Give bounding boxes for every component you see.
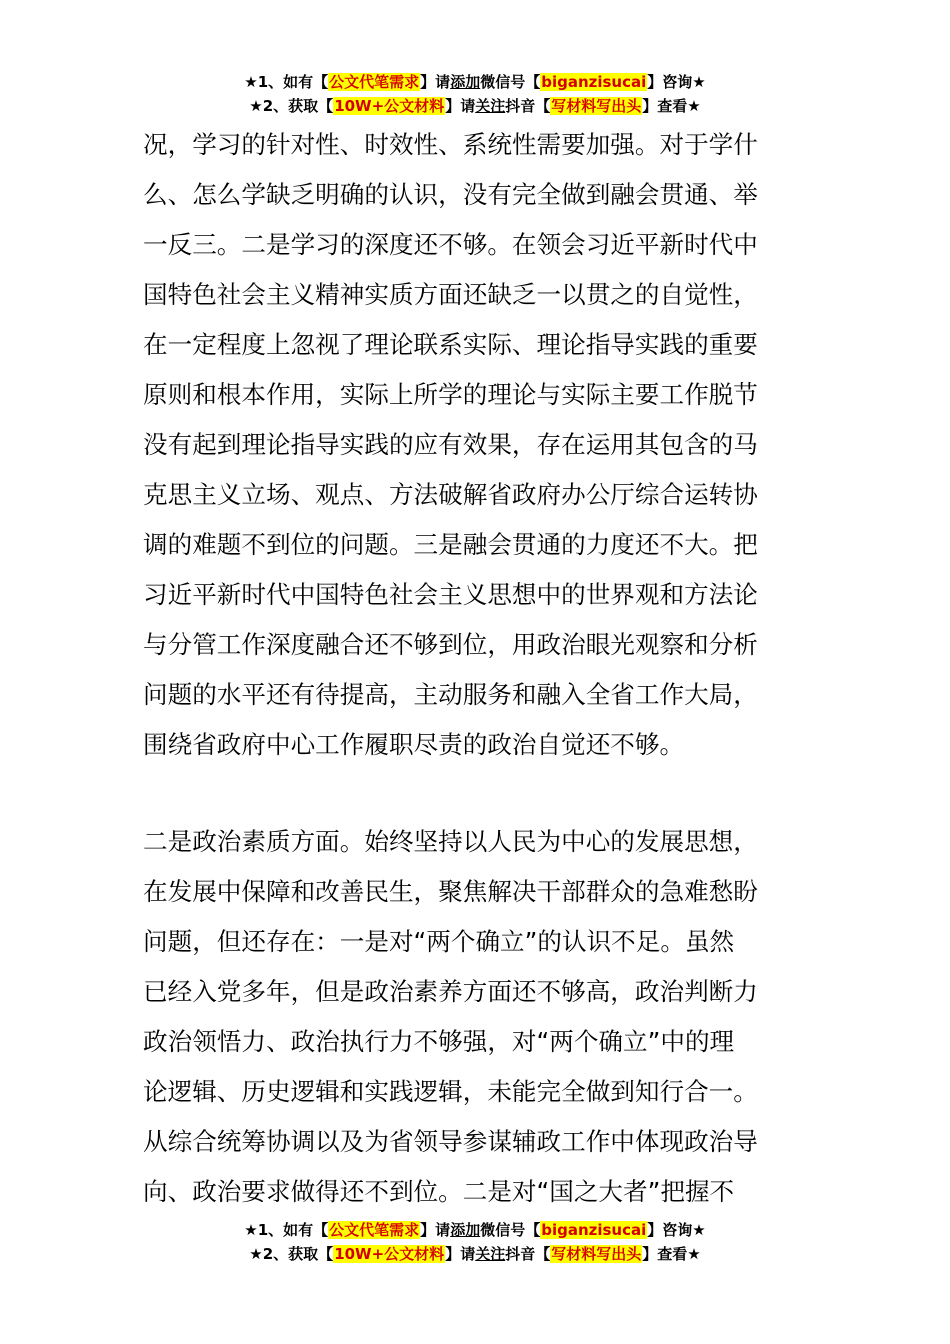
footer-line-1-mid-2: 微信号【: [480, 1221, 541, 1239]
header-line-2-mid-1: 】请: [445, 97, 476, 115]
paragraph-line: 么、怎么学缺乏明确的认识，没有完全做到融会贯通、举: [143, 180, 758, 209]
header-line-1-highlight-1: 公文代笔需求: [329, 73, 420, 91]
header-banner: [0, 70, 950, 118]
paragraph-line: 从综合统筹协调以及为省领导参谋辅政工作中体现政治导: [143, 1127, 758, 1156]
paragraph-line: 一反三。二是学习的深度还不够。在领会习近平新时代中: [143, 230, 758, 259]
paragraph-line: 向、政治要求做得还不到位。二是对“国之大者”把握不: [143, 1177, 735, 1206]
header-line-2-highlight-2: 写材料写出头: [551, 97, 642, 115]
paragraph-line: 二是政治素质方面。始终坚持以人民为中心的发展思想，: [143, 827, 758, 856]
footer-line-2-mid-2: 抖音【: [505, 1245, 551, 1263]
header-line-1-mid-1: 】请: [420, 73, 451, 91]
header-line-2: [0, 94, 950, 118]
footer-line-2-prefix: ★2、获取【: [249, 1245, 334, 1263]
paragraph-line: 已经入党多年，但是政治素养方面还不够高，政治判断力: [143, 977, 758, 1006]
footer-line-1-highlight-2: biganzisucai: [541, 1221, 647, 1239]
header-line-2-prefix: ★2、获取【: [249, 97, 334, 115]
paragraph-line: 没有起到理论指导实践的应有效果，存在运用其包含的马: [143, 430, 758, 459]
header-line-1-highlight-2: biganzisucai: [541, 73, 647, 91]
paragraph-1: [143, 120, 807, 770]
footer-line-1-suffix: 】咨询★: [647, 1221, 706, 1239]
paragraph-line: 习近平新时代中国特色社会主义思想中的世界观和方法论: [143, 580, 758, 609]
header-line-1-mid-2: 微信号【: [480, 73, 541, 91]
header-line-2-underlined: 关注: [475, 97, 506, 115]
footer-line-1-prefix: ★1、如有【: [244, 1221, 329, 1239]
footer-line-1-mid-1: 】请: [420, 1221, 451, 1239]
header-line-2-mid-2: 抖音【: [505, 97, 551, 115]
paragraph-line: 克思主义立场、观点、方法破解省政府办公厅综合运转协: [143, 480, 758, 509]
footer-line-2-mid-1: 】请: [445, 1245, 476, 1263]
paragraph-line: 围绕省政府中心工作履职尽责的政治自觉还不够。: [143, 730, 685, 759]
paragraph-line: 论逻辑、历史逻辑和实践逻辑，未能完全做到知行合一。: [143, 1077, 758, 1106]
header-line-2-suffix: 】查看★: [642, 97, 701, 115]
paragraph-line: 在一定程度上忽视了理论联系实际、理论指导实践的重要: [143, 330, 758, 359]
paragraph-line: 政治领悟力、政治执行力不够强，对“两个确立”中的理: [143, 1027, 735, 1056]
paragraph-line: 问题，但还存在：一是对“两个确立”的认识不足。虽然: [143, 927, 735, 956]
footer-line-2-underlined: 关注: [475, 1245, 506, 1263]
header-line-1-suffix: 】咨询★: [647, 73, 706, 91]
paragraph-line: 问题的水平还有待提高，主动服务和融入全省工作大局，: [143, 680, 758, 709]
footer-line-2-highlight-2: 写材料写出头: [551, 1245, 642, 1263]
footer-line-1-underlined: 添加: [450, 1221, 481, 1239]
footer-line-2-highlight-1: 10W+公文材料: [334, 1245, 445, 1263]
paragraph-line: 国特色社会主义精神实质方面还缺乏一以贯之的自觉性，: [143, 280, 758, 309]
header-line-1-prefix: ★1、如有【: [244, 73, 329, 91]
paragraph-line: 调的难题不到位的问题。三是融会贯通的力度还不大。把: [143, 530, 758, 559]
paragraph-2: [143, 817, 807, 1217]
footer-line-2: [0, 1242, 950, 1266]
header-line-1-underlined: 添加: [450, 73, 481, 91]
header-line-2-highlight-1: 10W+公文材料: [334, 97, 445, 115]
paragraph-line: 与分管工作深度融合还不够到位，用政治眼光观察和分析: [143, 630, 758, 659]
paragraph-line: 在发展中保障和改善民生，聚焦解决干部群众的急难愁盼: [143, 877, 758, 906]
header-line-1: [0, 70, 950, 94]
footer-line-1-highlight-1: 公文代笔需求: [329, 1221, 420, 1239]
footer-banner: [0, 1218, 950, 1266]
footer-line-2-suffix: 】查看★: [642, 1245, 701, 1263]
paragraph-line: 况，学习的针对性、时效性、系统性需要加强。对于学什: [143, 130, 758, 159]
paragraph-line: 原则和根本作用，实际上所学的理论与实际主要工作脱节: [143, 380, 758, 409]
footer-line-1: [0, 1218, 950, 1242]
